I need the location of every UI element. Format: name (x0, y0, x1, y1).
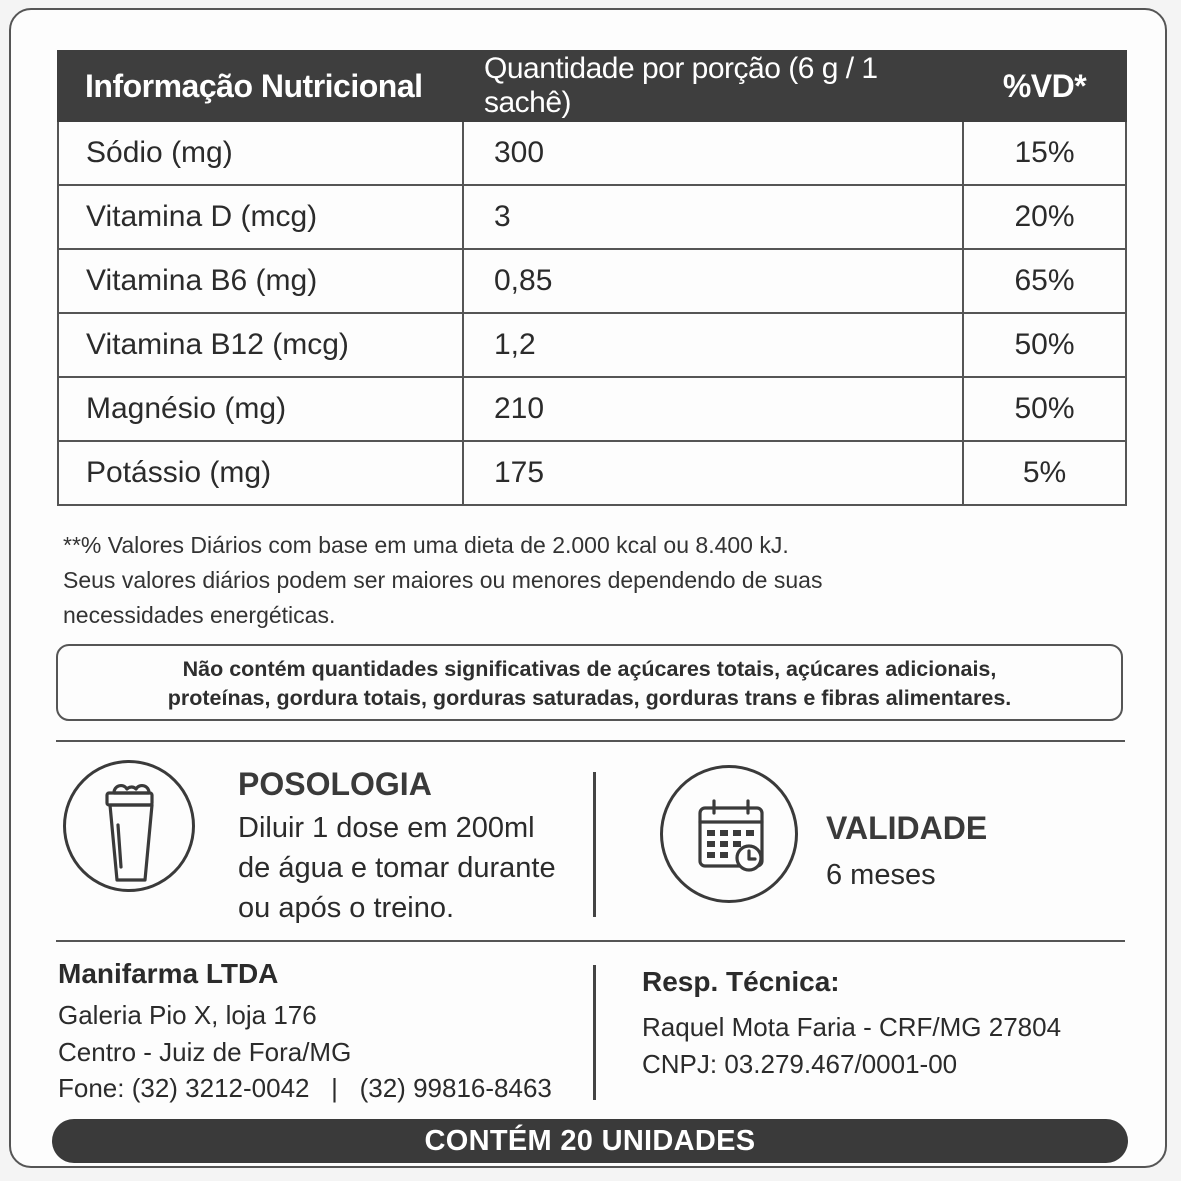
posologia-line: Diluir 1 dose em 200ml (238, 812, 535, 844)
header-nutritional-info: Informação Nutricional (58, 51, 463, 121)
notice-line: proteínas, gordura totais, gorduras saturadas, gorduras trans e fibras alimentares. (167, 686, 1012, 710)
nutrient-quantity: 175 (463, 441, 963, 505)
footnote-line: **% Valores Diários com base em uma dieta de 2.000 kcal ou 8.400 kJ. (63, 532, 789, 558)
units-banner: CONTÉM 20 UNIDADES (52, 1119, 1128, 1163)
nutrition-table (57, 50, 1127, 506)
table-row (58, 121, 1126, 185)
nutrient-quantity: 0,85 (463, 249, 963, 313)
nutrient-name: Vitamina B12 (mcg) (58, 313, 463, 377)
vertical-divider (593, 772, 596, 917)
header-daily-value: %VD* (963, 51, 1126, 121)
responsible-line: Raquel Mota Faria - CRF/MG 27804 (642, 1012, 1062, 1042)
posologia-instructions (238, 808, 556, 928)
table-header-row (58, 51, 1126, 121)
table-row (58, 377, 1126, 441)
nutrient-name: Sódio (mg) (58, 121, 463, 185)
calendar-clock-icon (660, 765, 798, 903)
company-line: Galeria Pio X, loja 176 (58, 1000, 317, 1030)
nutrient-name: Vitamina D (mcg) (58, 185, 463, 249)
shaker-bottle-icon (63, 760, 195, 892)
validade-value: 6 meses (826, 859, 936, 891)
responsible-line: CNPJ: 03.279.467/0001-00 (642, 1048, 958, 1079)
posologia-title: POSOLOGIA (238, 766, 432, 802)
responsible-title: Resp. Técnica: (642, 966, 840, 997)
nutrient-quantity: 1,2 (463, 313, 963, 377)
notice-line: Não contém quantidades significativas de açúcares totais, açúcares adicionais, (182, 657, 997, 681)
nutrient-daily-value: 5% (963, 441, 1126, 505)
table-row (58, 185, 1126, 249)
nutrient-name: Magnésio (mg) (58, 377, 463, 441)
footnote-line: Seus valores diários podem ser maiores ou menores dependendo de suas (63, 567, 823, 593)
daily-value-footnote (63, 528, 963, 633)
company-name: Manifarma LTDA (58, 958, 279, 989)
posologia-line: ou após o treino. (238, 892, 455, 924)
validade-title: VALIDADE (826, 810, 988, 846)
company-address (58, 997, 552, 1107)
responsible-info (642, 1009, 1061, 1082)
nutrient-name: Potássio (mg) (58, 441, 463, 505)
nutrient-quantity: 3 (463, 185, 963, 249)
footnote-line: necessidades energéticas. (63, 602, 336, 628)
nutrient-name: Vitamina B6 (mg) (58, 249, 463, 313)
posologia-line: de água e tomar durante (238, 852, 556, 884)
nutrient-quantity: 210 (463, 377, 963, 441)
vertical-divider (593, 965, 596, 1100)
company-phones: Fone: (32) 3212-0042 | (32) 99816-8463 (58, 1073, 552, 1103)
header-quantity: Quantidade por porção (6 g / 1 sachê) (463, 51, 963, 121)
nutrient-notice-box (56, 644, 1123, 721)
table-row (58, 313, 1126, 377)
divider (56, 740, 1125, 742)
nutrient-daily-value: 15% (963, 121, 1126, 185)
table-row (58, 249, 1126, 313)
nutrient-daily-value: 50% (963, 377, 1126, 441)
divider (56, 940, 1125, 942)
table-row (58, 441, 1126, 505)
company-line: Centro - Juiz de Fora/MG (58, 1036, 352, 1067)
nutrient-quantity: 300 (463, 121, 963, 185)
nutrient-daily-value: 50% (963, 313, 1126, 377)
nutrient-daily-value: 20% (963, 185, 1126, 249)
nutrient-daily-value: 65% (963, 249, 1126, 313)
